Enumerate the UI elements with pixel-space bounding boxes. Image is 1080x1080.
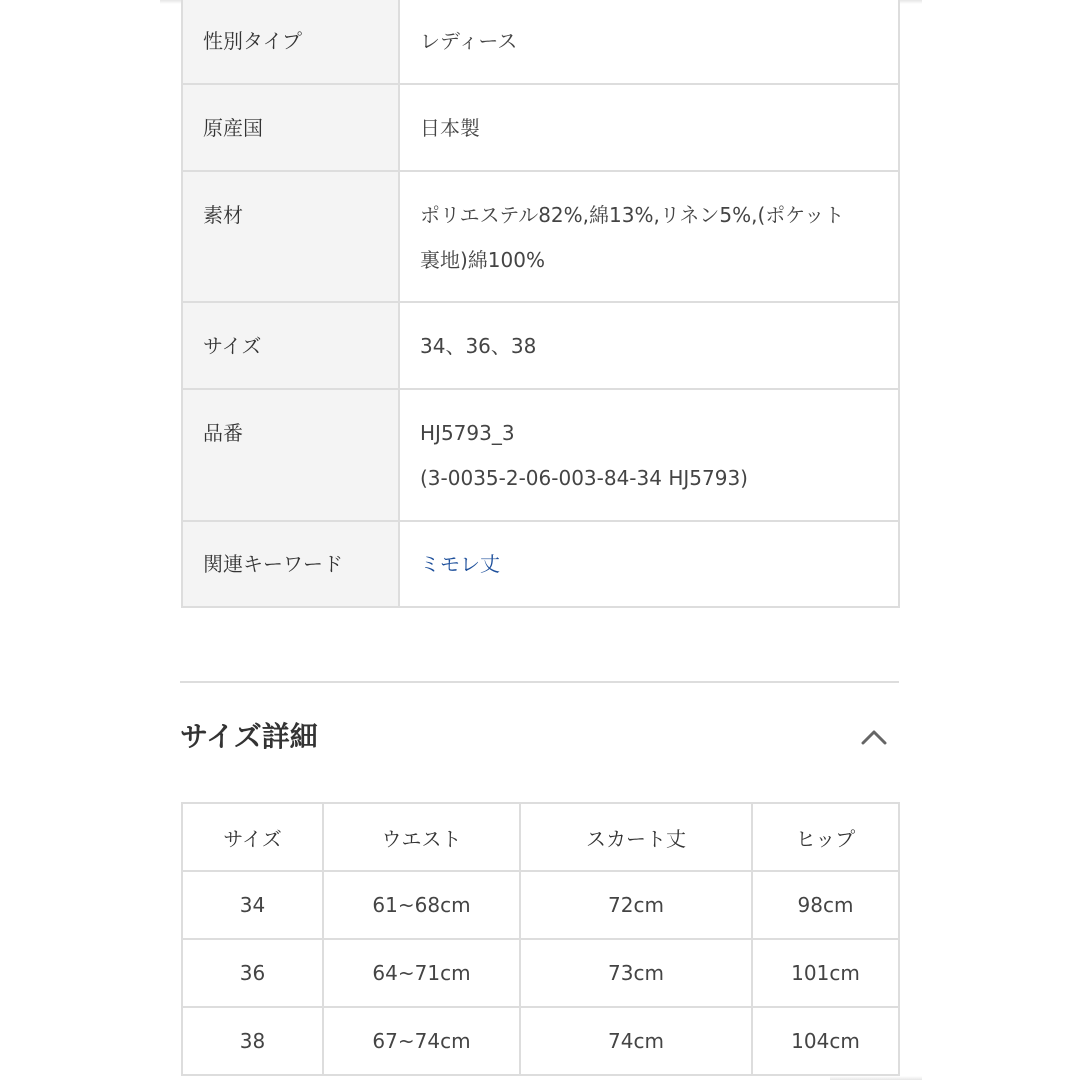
spec-value: 34、36、38: [399, 302, 899, 389]
spec-row-product-number: [182, 389, 899, 521]
table-row: [182, 871, 899, 939]
spec-label: 品番: [182, 389, 399, 521]
table-cell: 104cm: [752, 1007, 899, 1075]
table-cell: 74cm: [520, 1007, 752, 1075]
table-cell: 61~68cm: [323, 871, 520, 939]
table-row: [182, 1007, 899, 1075]
table-cell: 98cm: [752, 871, 899, 939]
spec-value-line: (3-0035-2-06-003-84-34 HJ5793): [420, 466, 748, 490]
spec-value: [399, 389, 899, 521]
spec-value: 日本製: [399, 84, 899, 171]
spec-label: 性別タイプ: [182, 0, 399, 84]
column-header: ヒップ: [752, 803, 899, 871]
size-detail-header[interactable]: [180, 705, 899, 771]
spec-label: 関連キーワード: [182, 521, 399, 607]
keyword-link[interactable]: ミモレ丈: [420, 552, 500, 576]
spec-value-line: HJ5793_3: [420, 421, 515, 445]
size-table-header-row: [182, 803, 899, 871]
spec-row-size: [182, 302, 899, 389]
spec-row-keywords: [182, 521, 899, 607]
table-cell: 72cm: [520, 871, 752, 939]
spec-value-line: ポリエステル82%,綿13%,リネン5%,(ポケット: [420, 203, 845, 227]
page-shadow: [830, 1076, 922, 1080]
spec-label: 原産国: [182, 84, 399, 171]
table-cell: 34: [182, 871, 323, 939]
column-header: スカート丈: [520, 803, 752, 871]
table-cell: 101cm: [752, 939, 899, 1007]
spec-value: [399, 171, 899, 302]
table-cell: 67~74cm: [323, 1007, 520, 1075]
spec-value: [399, 521, 899, 607]
chevron-up-icon[interactable]: [861, 728, 887, 746]
spec-row-gender: [182, 0, 899, 84]
spec-value: レディース: [399, 0, 899, 84]
table-cell: 38: [182, 1007, 323, 1075]
spec-value-line: 裏地)綿100%: [420, 248, 545, 272]
table-cell: 73cm: [520, 939, 752, 1007]
spec-row-material: [182, 171, 899, 302]
size-table: [181, 802, 900, 1076]
spec-label: サイズ: [182, 302, 399, 389]
column-header: サイズ: [182, 803, 323, 871]
section-title: サイズ詳細: [180, 720, 318, 753]
section-divider: [180, 681, 899, 683]
table-row: [182, 939, 899, 1007]
column-header: ウエスト: [323, 803, 520, 871]
product-spec-table: [181, 0, 900, 608]
table-cell: 36: [182, 939, 323, 1007]
table-cell: 64~71cm: [323, 939, 520, 1007]
spec-row-origin: [182, 84, 899, 171]
spec-label: 素材: [182, 171, 399, 302]
